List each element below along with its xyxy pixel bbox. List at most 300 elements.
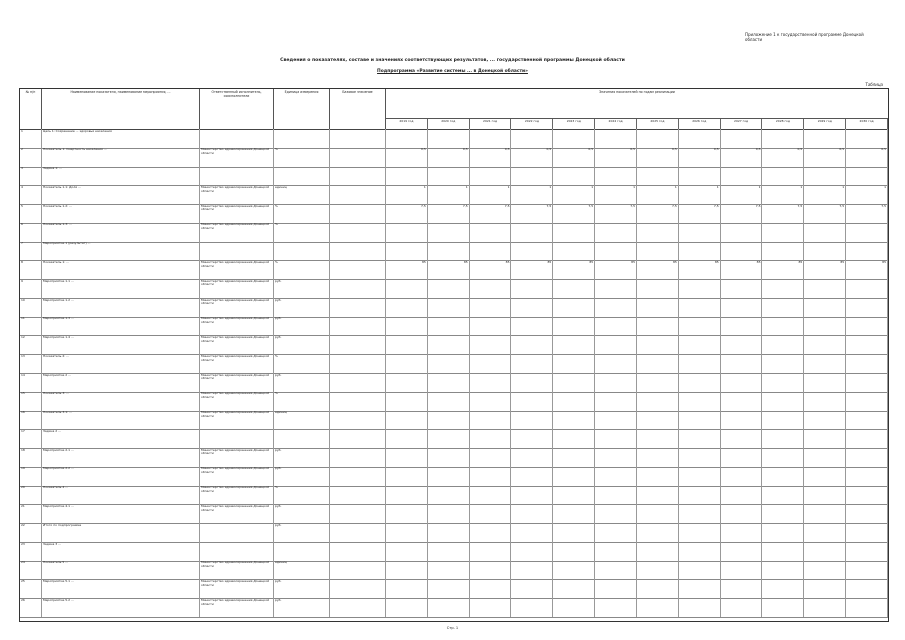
row-value: [386, 242, 428, 261]
row-value: [763, 523, 805, 542]
row-value: [846, 504, 888, 523]
row-unit: единиц: [274, 185, 330, 204]
row-unit: [274, 167, 330, 186]
row-value: [804, 129, 846, 148]
row-value: [846, 467, 888, 486]
row-value: [512, 129, 554, 148]
row-value: [763, 411, 805, 430]
row-responsible: [200, 129, 274, 148]
row-value: 7,5: [512, 204, 554, 223]
row-value: [512, 504, 554, 523]
row-value: 1: [721, 185, 763, 204]
row-value: [428, 223, 470, 242]
row-number: 23: [20, 542, 42, 561]
row-responsible: Министерство здравоохранения Донецкой области: [200, 204, 274, 223]
row-value: [763, 373, 805, 392]
row-base: [330, 561, 386, 580]
page-number: Стр. 1: [446, 626, 459, 630]
row-value: [804, 242, 846, 261]
row-number: 26: [20, 598, 42, 617]
row-value: [637, 504, 679, 523]
row-value: [595, 561, 637, 580]
row-value: [721, 579, 763, 598]
row-value: [763, 448, 805, 467]
row-unit: руб.: [274, 373, 330, 392]
row-value: [553, 354, 595, 373]
row-unit: единиц: [274, 561, 330, 580]
row-base: [330, 467, 386, 486]
row-value: [428, 373, 470, 392]
row-value: [512, 392, 554, 411]
table-row: [20, 223, 888, 243]
row-value: 85: [804, 260, 846, 279]
row-value: [637, 223, 679, 242]
row-value: [428, 523, 470, 542]
row-value: 0,5: [428, 148, 470, 167]
row-base: [330, 185, 386, 204]
row-value: [679, 298, 721, 317]
table-row: [20, 486, 888, 506]
row-name: Мероприятие 2 ...: [42, 373, 200, 392]
row-value: [386, 167, 428, 186]
row-value: [804, 373, 846, 392]
row-number: 10: [20, 298, 42, 317]
row-value: [763, 223, 805, 242]
row-base: [330, 486, 386, 505]
row-base: [330, 448, 386, 467]
row-value: 1: [846, 185, 888, 204]
table-row: [20, 579, 888, 599]
row-value: [846, 598, 888, 617]
row-value: [386, 317, 428, 336]
row-value: [386, 598, 428, 617]
row-value: [512, 429, 554, 448]
header-values: Значения показателей по годам реализации: [599, 90, 675, 94]
row-unit: [274, 129, 330, 148]
row-value: [512, 167, 554, 186]
row-value: 1: [679, 185, 721, 204]
table-row: [20, 467, 888, 487]
row-value: [428, 167, 470, 186]
row-base: [330, 242, 386, 261]
row-value: [637, 561, 679, 580]
row-value: [553, 317, 595, 336]
row-value: [428, 335, 470, 354]
table-row: [20, 148, 888, 168]
row-value: [721, 373, 763, 392]
row-value: [512, 373, 554, 392]
row-value: 1: [595, 185, 637, 204]
row-name: Мероприятие 5.2 ...: [42, 598, 200, 617]
row-value: 1: [470, 185, 512, 204]
year-header-cell: 2023 год: [553, 119, 595, 130]
row-value: [846, 411, 888, 430]
row-number: 12: [20, 335, 42, 354]
row-value: [679, 542, 721, 561]
row-value: [428, 354, 470, 373]
row-value: [428, 598, 470, 617]
row-value: [679, 279, 721, 298]
row-name: Мероприятие 1.2 ...: [42, 298, 200, 317]
row-value: [386, 279, 428, 298]
row-value: [512, 354, 554, 373]
row-value: [679, 467, 721, 486]
row-value: [512, 335, 554, 354]
row-value: [595, 298, 637, 317]
row-value: [428, 579, 470, 598]
row-value: [679, 167, 721, 186]
row-value: [763, 504, 805, 523]
row-value: [512, 561, 554, 580]
row-responsible: Министерство здравоохранения Донецкой области: [200, 335, 274, 354]
table-row: [20, 373, 888, 393]
row-value: [595, 542, 637, 561]
row-value: [470, 242, 512, 261]
row-value: [846, 579, 888, 598]
row-value: 85: [595, 260, 637, 279]
row-value: [637, 579, 679, 598]
row-value: [512, 298, 554, 317]
row-unit: %: [274, 223, 330, 242]
row-unit: %: [274, 354, 330, 373]
document-subtitle: Подпрограмма «Развитие системы ... в Донецкой области»: [377, 69, 528, 74]
row-value: [679, 335, 721, 354]
row-value: 0,5: [386, 148, 428, 167]
row-responsible: Министерство здравоохранения Донецкой области: [200, 373, 274, 392]
row-value: [721, 467, 763, 486]
row-value: [721, 167, 763, 186]
row-responsible: Министерство здравоохранения Донецкой области: [200, 392, 274, 411]
row-value: 0,5: [804, 148, 846, 167]
row-value: [595, 373, 637, 392]
row-value: [763, 542, 805, 561]
row-value: 85: [512, 260, 554, 279]
row-value: [595, 129, 637, 148]
row-name: Задача 2 ...: [42, 429, 200, 448]
row-value: 7,5: [428, 204, 470, 223]
row-name: Мероприятие 1.3 ...: [42, 317, 200, 336]
row-number: 1: [20, 129, 42, 148]
row-value: [763, 561, 805, 580]
row-value: [386, 467, 428, 486]
row-value: [386, 373, 428, 392]
row-value: 85: [763, 260, 805, 279]
row-value: [553, 579, 595, 598]
row-number: 21: [20, 504, 42, 523]
row-value: [721, 486, 763, 505]
row-value: [721, 298, 763, 317]
row-value: 85: [428, 260, 470, 279]
row-value: [763, 242, 805, 261]
row-number: 6: [20, 223, 42, 242]
year-header-cell: 2024 год: [595, 119, 637, 130]
row-value: [512, 242, 554, 261]
header-name: Наименование показателя, наименование мероприятия, ...: [42, 89, 200, 129]
row-base: [330, 598, 386, 617]
row-value: [512, 467, 554, 486]
table-row: [20, 204, 888, 224]
row-value: [386, 129, 428, 148]
row-value: 0,5: [679, 148, 721, 167]
row-value: [763, 167, 805, 186]
row-value: [595, 523, 637, 542]
row-value: [470, 504, 512, 523]
row-value: [637, 317, 679, 336]
row-value: [763, 467, 805, 486]
row-value: [679, 392, 721, 411]
row-value: [679, 523, 721, 542]
row-responsible: Министерство здравоохранения Донецкой области: [200, 486, 274, 505]
row-value: [553, 448, 595, 467]
row-value: [721, 504, 763, 523]
row-unit: [274, 242, 330, 261]
row-value: [637, 467, 679, 486]
table-row: [20, 279, 888, 299]
row-base: [330, 354, 386, 373]
row-value: [637, 279, 679, 298]
row-value: [804, 335, 846, 354]
row-value: [428, 504, 470, 523]
row-base: [330, 317, 386, 336]
row-value: [470, 579, 512, 598]
row-unit: руб.: [274, 317, 330, 336]
row-value: [804, 354, 846, 373]
row-value: [721, 523, 763, 542]
row-value: [721, 598, 763, 617]
year-header-cell: 2028 год: [763, 119, 805, 130]
row-unit: %: [274, 260, 330, 279]
row-value: [386, 504, 428, 523]
row-value: [470, 335, 512, 354]
row-value: [804, 467, 846, 486]
row-unit: %: [274, 392, 330, 411]
row-base: [330, 204, 386, 223]
row-value: [846, 486, 888, 505]
header-base: Базовое значение: [330, 89, 386, 129]
appendix-note: Приложение 1 к государственной программе Донецкой области: [745, 32, 864, 42]
row-value: [637, 598, 679, 617]
row-value: [846, 279, 888, 298]
row-value: [763, 598, 805, 617]
row-responsible: Министерство здравоохранения Донецкой области: [200, 148, 274, 167]
row-number: 17: [20, 429, 42, 448]
row-value: 7,5: [721, 204, 763, 223]
row-value: [553, 373, 595, 392]
row-unit: руб.: [274, 523, 330, 542]
table-row: [20, 317, 888, 337]
row-value: [595, 467, 637, 486]
row-value: [512, 523, 554, 542]
row-value: [721, 542, 763, 561]
row-value: [553, 167, 595, 186]
row-unit: руб.: [274, 279, 330, 298]
row-value: [721, 223, 763, 242]
row-value: 1: [804, 185, 846, 204]
row-responsible: Министерство здравоохранения Донецкой области: [200, 260, 274, 279]
row-value: [595, 579, 637, 598]
row-value: 7,5: [553, 204, 595, 223]
row-value: [428, 298, 470, 317]
row-number: 25: [20, 579, 42, 598]
row-value: [721, 561, 763, 580]
row-value: [470, 392, 512, 411]
row-value: [721, 354, 763, 373]
row-unit: %: [274, 204, 330, 223]
row-value: [470, 167, 512, 186]
row-value: 0,5: [553, 148, 595, 167]
row-value: [679, 317, 721, 336]
row-value: [763, 129, 805, 148]
row-value: [637, 167, 679, 186]
row-value: [428, 429, 470, 448]
row-value: 85: [386, 260, 428, 279]
row-name: Итого по подпрограмме: [42, 523, 200, 542]
year-header-cell: 2021 год: [470, 119, 512, 130]
row-value: [470, 448, 512, 467]
row-value: [637, 298, 679, 317]
row-value: [763, 279, 805, 298]
header-num: № п/п: [20, 89, 42, 129]
row-value: [804, 317, 846, 336]
row-value: [637, 411, 679, 430]
row-unit: руб.: [274, 504, 330, 523]
row-name: Мероприятие 1.4 ...: [42, 335, 200, 354]
row-number: 8: [20, 260, 42, 279]
row-value: [386, 223, 428, 242]
row-value: [553, 279, 595, 298]
row-value: 7,5: [637, 204, 679, 223]
row-value: [553, 392, 595, 411]
data-table: [19, 88, 889, 622]
row-value: [679, 598, 721, 617]
row-value: [637, 448, 679, 467]
row-name: Показатель 1.1: Доля ...: [42, 185, 200, 204]
row-value: [386, 411, 428, 430]
row-value: [595, 354, 637, 373]
row-value: [721, 335, 763, 354]
row-value: [846, 317, 888, 336]
row-unit: руб.: [274, 467, 330, 486]
row-value: [470, 354, 512, 373]
row-responsible: Министерство здравоохранения Донецкой области: [200, 467, 274, 486]
year-header-cell: 2025 год: [637, 119, 679, 130]
row-value: [512, 448, 554, 467]
row-responsible: Министерство здравоохранения Донецкой области: [200, 354, 274, 373]
row-value: [721, 129, 763, 148]
row-value: [637, 392, 679, 411]
row-number: 11: [20, 317, 42, 336]
row-responsible: Министерство здравоохранения Донецкой области: [200, 448, 274, 467]
row-value: [470, 523, 512, 542]
row-value: [428, 448, 470, 467]
row-value: [428, 317, 470, 336]
table-row: [20, 392, 888, 412]
row-value: 1: [512, 185, 554, 204]
table-row: [20, 354, 888, 374]
row-value: [470, 598, 512, 617]
row-value: [428, 279, 470, 298]
row-name: Мероприятие 1.1 ...: [42, 279, 200, 298]
table-caption: Таблица: [865, 82, 883, 87]
row-value: [804, 579, 846, 598]
row-value: [763, 354, 805, 373]
row-number: 20: [20, 486, 42, 505]
row-unit: руб.: [274, 598, 330, 617]
row-value: [386, 523, 428, 542]
row-value: [763, 392, 805, 411]
row-value: [386, 579, 428, 598]
row-value: [553, 298, 595, 317]
row-number: 24: [20, 561, 42, 580]
row-name: Показатель 3: ...: [42, 392, 200, 411]
row-value: [512, 542, 554, 561]
table-row: [20, 129, 888, 149]
row-value: [553, 223, 595, 242]
row-base: [330, 411, 386, 430]
table-row: [20, 429, 888, 449]
row-number: 3: [20, 167, 42, 186]
row-base: [330, 129, 386, 148]
row-name: Показатель 1: Смертность населения ...: [42, 148, 200, 167]
row-value: [553, 411, 595, 430]
row-number: 22: [20, 523, 42, 542]
row-number: 9: [20, 279, 42, 298]
row-value: [512, 317, 554, 336]
row-value: 7,5: [846, 204, 888, 223]
row-base: [330, 167, 386, 186]
row-base: [330, 392, 386, 411]
row-responsible: Министерство здравоохранения Донецкой области: [200, 279, 274, 298]
row-responsible: Министерство здравоохранения Донецкой области: [200, 223, 274, 242]
row-value: [721, 242, 763, 261]
table-row: [20, 542, 888, 562]
table-row: [20, 167, 888, 187]
row-name: Мероприятие 5.1 ...: [42, 579, 200, 598]
row-base: [330, 260, 386, 279]
row-value: [846, 242, 888, 261]
row-value: 0,5: [763, 148, 805, 167]
row-value: [470, 317, 512, 336]
row-value: [804, 561, 846, 580]
row-value: [763, 335, 805, 354]
row-value: [386, 335, 428, 354]
row-value: [386, 448, 428, 467]
row-value: [846, 167, 888, 186]
row-value: 85: [679, 260, 721, 279]
row-value: [679, 579, 721, 598]
table-row: [20, 504, 888, 524]
row-value: 7,5: [595, 204, 637, 223]
row-value: [553, 467, 595, 486]
row-value: [804, 523, 846, 542]
row-value: [804, 448, 846, 467]
table-row: [20, 298, 888, 318]
row-base: [330, 542, 386, 561]
row-value: [763, 579, 805, 598]
row-value: [553, 504, 595, 523]
row-value: [512, 411, 554, 430]
table-row: [20, 242, 888, 262]
row-value: 7,5: [763, 204, 805, 223]
row-value: 0,5: [637, 148, 679, 167]
row-value: [721, 429, 763, 448]
row-value: [846, 542, 888, 561]
row-base: [330, 148, 386, 167]
row-value: 0,5: [846, 148, 888, 167]
row-number: 4: [20, 185, 42, 204]
row-base: [330, 279, 386, 298]
row-name: Показатель 3.1: ...: [42, 411, 200, 430]
